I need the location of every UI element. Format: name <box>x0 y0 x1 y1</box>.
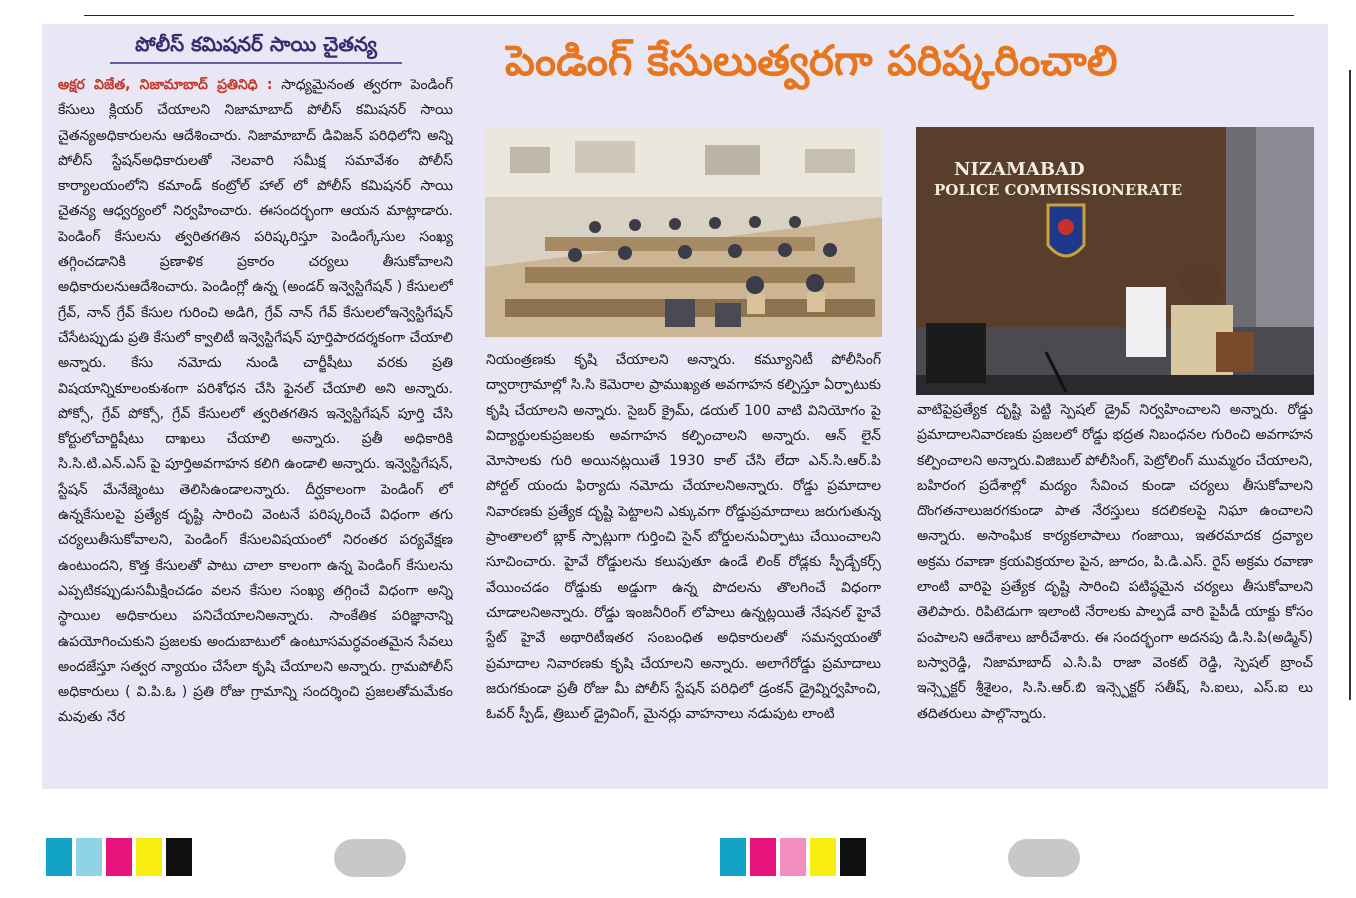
color-swatch <box>106 838 132 876</box>
dateline: అక్షర విజేత, నిజామాబాద్ ప్రతినిధి : <box>58 77 273 93</box>
meeting-hall-photo <box>485 127 882 337</box>
commissioner-photo <box>916 127 1314 395</box>
right-margin-rule <box>1349 70 1351 700</box>
subheadline: పోలీస్ కమిషనర్ సాయి చైతన్య <box>110 32 402 64</box>
article-column-2: నియంత్రణకు కృషి చేయాలని అన్నారు. కమ్యూనిటీ పోలీసింగ్ ద్వారాగ్రామాల్లో సి.సి కెమెరాల ప్రాముఖ్యత అవగాహన కల్పిస్తూ ఏర్పాటుకు కృషి చేయాలని అన్నారు. సైబర్ క్రైమ్, డయల్ 100 వాటి వినియోగం పై విద్యార్థులకుప్రజలకు అవగాహన కల్పించాలని అన్నారు. ఆన్ లైన్ మోసాలకు గురి అయినట్లయితే 1930 కాల్ చేసి లేదా ఎన్.సి.ఆర్.పి పోర్టల్ యందు ఫిర్యాదు నమోదు చేయాలనిఅన్నారు. రోడ్డు ప్రమాదాల నివారణకు ప్రత్యేక దృష్టి పెట్టాలని ఎక్కువగా రోడ్డుప్రమాదాలు జరుగుతున్న ప్రాంతాలలో బ్లాక్ స్పాట్లుగా గుర్తించి సైన్ బోర్డులనుఏర్పాటు చేయించాలని సూచించారు. హైవే రోడ్డులను కలుపుతూ ఉండే లింక్ రోడ్లకు స్పీడ్బేకర్స్ వేయించడం రోడ్డుకు అడ్డుగా ఉన్న పొదలను తొలగించే విధంగా చూడాలనిఅన్నారు. రోడ్డు ఇంజనీరింగ్ లోపాలు ఉన్నట్లయితే నేషనల్ హైవే స్టేట్ హైవే అథారిటీఇతర సంబంధిత అధికారులతో సమన్వయంతో ప్రమాదాల నివారణకు కృషి చేయాలని అన్నారు. అలాగేరోడ్డు ప్రమాదాలు జరుగకుండా ప్రతీ రోజు మీ పోలీస్ స్టేషన్ పరిధిలో డ్రంకన్ డ్రైవ్నిర్వహించి, ఓవర్ స్పీడ్, త్రిబుల్ డ్రైవింగ్, మైనర్లు వాహనాలు నడుపుట లాంటి <box>486 352 881 723</box>
color-swatch <box>750 838 776 876</box>
article-column-1 <box>58 73 453 773</box>
article-column-3: వాటిపైప్రత్యేక దృష్టి పెట్టి స్పెషల్ డ్రైవ్ నిర్వహించాలని అన్నారు. రోడ్డు ప్రమాదాలనివారణకు ప్రజలలో రోడ్డు భద్రత నిబంధనల గురించి అవగాహన కల్పించాలని అన్నారు.విజిబుల్ పోలీసింగ్, పెట్రోలింగ్ ముమ్మరం చేయాలని, బహిరంగ ప్రదేశాల్లో మద్యం సేవించ కుండా చర్యలు తీసుకోవాలని దొంగతనాలుజరగకుండా పాత నేరస్తులు కదలికలపై నిఘా ఉంచాలని అన్నారు. అసాంఘిక కార్యకలాపాలు గంజాయి, ఇతరమాదక ద్రవ్యాల అక్రమ రవాణా క్రయవిక్రయాల పైన, జూదం, పి.డి.ఎస్. రైస్ అక్రమ రవాణా లాంటి వారిపై ప్రత్యేక దృష్టి సారించి పటిష్ఠమైన చర్యలు తీసుకోవాలని తెలిపారు. రిపిటెడుగా ఇలాంటి నేరాలకు పాల్పడే వారి పైపీడీ యాక్టు కోసం పంపాలని ఆదేశాలు జారీచేశారు. ఈ సందర్భంగా అదనపు డి.సి.పి(అడ్మిన్) బస్వారెడ్డి, నిజామాబాద్ ఎ.సి.పి రాజా వెంకట్ రెడ్డి, స్పెషల్ బ్రాంచ్ ఇన్స్పెక్టర్ శ్రీశైలం, సి.సి.ఆర్.బి ఇన్స్పెక్టర్ సతీష్, సి.ఐలు, ఎస్.ఐ లు తదితరులు పాల్గొన్నారు. <box>917 402 1313 722</box>
police-emblem-icon <box>1048 205 1084 256</box>
registration-pill <box>1008 839 1080 877</box>
color-swatch <box>136 838 162 876</box>
office-sign-line-1: NIZAMABAD <box>954 159 1085 180</box>
registration-pill <box>334 839 406 877</box>
color-swatch <box>780 838 806 876</box>
color-swatch <box>166 838 192 876</box>
office-sign-line-2: POLICE COMMISSIONERATE <box>934 181 1183 199</box>
headline: పెండింగ్ కేసులుత్వరగా పరిష్కరించాలి <box>505 36 1118 85</box>
column-1-text: సాధ్యమైనంత త్వరగా పెండింగ్ కేసులు క్లియర్ చేయాలని నిజామాబాద్ పోలీస్ కమిషనర్ సాయి చైతన్యఅధికారులను ఆదేశించారు. నిజామాబాద్ డివిజన్ పరిధిలోని అన్ని పోలీస్ స్టేషన్అధికారులతో నెలవారి సమీక్ష సమావేశం పోలీస్ కార్యాలయంలోని కమాండ్ కంట్రోల్ హాల్ లో పోలీస్ కమిషనర్ సాయి చైతన్య ఆధ్వర్యంలో నిర్వహించారు. ఈసందర్భంగా ఆయన మాట్లాడారు. పెండింగ్ కేసులను త్వరితగతిన పరిష్కరిస్తూ పెండింగ్కేసుల సంఖ్య తగ్గించడానికి ప్రణాళిక ప్రకారం చర్యలు తీసుకోవాలని అధికారులనుఆదేశించారు. పెండింగ్లో ఉన్న (అండర్ ఇన్వెస్టిగేషన్ ) కేసులలో గ్రేవ్, నాన్ గ్రేవ్ కేసుల గురించి అడిగి, గ్రేవ్ నాన్ గేవ్ కేసులలోఇన్వెస్టిగేషన్ చేసేటప్పుడు ప్రతి కేసులో క్వాలిటీ ఇన్వెస్టిగేషన్ పూర్తిపారదర్శకంగా చేయాలి అన్నారు. కేసు నమోదు నుండి చార్జీషీటు వరకు ప్రతి విషయాన్నికూలంకుశంగా పరిశోధన చేసి ఫైనల్ చేయాలి అని అన్నారు. పోక్సో, గ్రేవ్ పోక్సో, గ్రేవ్ కేసులలో త్వరితగతిన ఇన్వెస్టిగేషన్ పూర్తి చేసి కోర్టులోచార్జిషీటు దాఖలు చేయాలి అన్నారు. ప్రతీ అధికారికి సి.సి.టి.ఎన్.ఎస్ పై పూర్తిఅవగాహన కలిగి ఉండాలి అన్నారు. ఇన్వెస్టిగేషన్, స్టేషన్ మేనేజ్మెంటు తెలిసిఉండాలన్నారు. దీర్ఘకాలంగా పెండింగ్ లో ఉన్నకేసులపై ప్రత్యేక దృష్టి సారించి వెంటనే పరిష్కరించే విధంగా తగు చర్యలుతీసుకోవాలని, పెండింగ్ కేసులవిషయంలో నిరంతర పర్యవేక్షణ ఉంటుందని, కొత్త కేసులతో పాటు చాలా కాలంగా ఉన్న పెండింగ్ కేసులను ఎప్పటికప్పుడుసమీక్షించడం వలన కేసుల సంఖ్య తగ్గించే విధంగా అన్ని స్థాయిల అధికారులు పనిచేయాలనిఅన్నారు. సాంకేతిక పరిజ్ఞానాన్ని ఉపయోగించుకుని ప్రజలకు అందుబాటులో ఉంటూసమర్ధవంతమైన సేవలు అందజేస్తూ సత్వర న్యాయం చేసేలా కృషి చేయాలని అన్నారు. గ్రామపోలీస్ అధికారులు ( వి.పి.ఓ ) ప్రతి రోజు గ్రామాన్ని సందర్శించి ప్రజలతోమమేకం మవుతు నేర <box>58 77 453 726</box>
color-swatch <box>840 838 866 876</box>
color-swatch <box>76 838 102 876</box>
color-swatch <box>720 838 746 876</box>
top-rule <box>84 15 1294 16</box>
meeting-hall-illustration <box>485 127 882 337</box>
commissioner-office-illustration <box>916 127 1314 395</box>
color-swatch <box>46 838 72 876</box>
color-swatch <box>810 838 836 876</box>
